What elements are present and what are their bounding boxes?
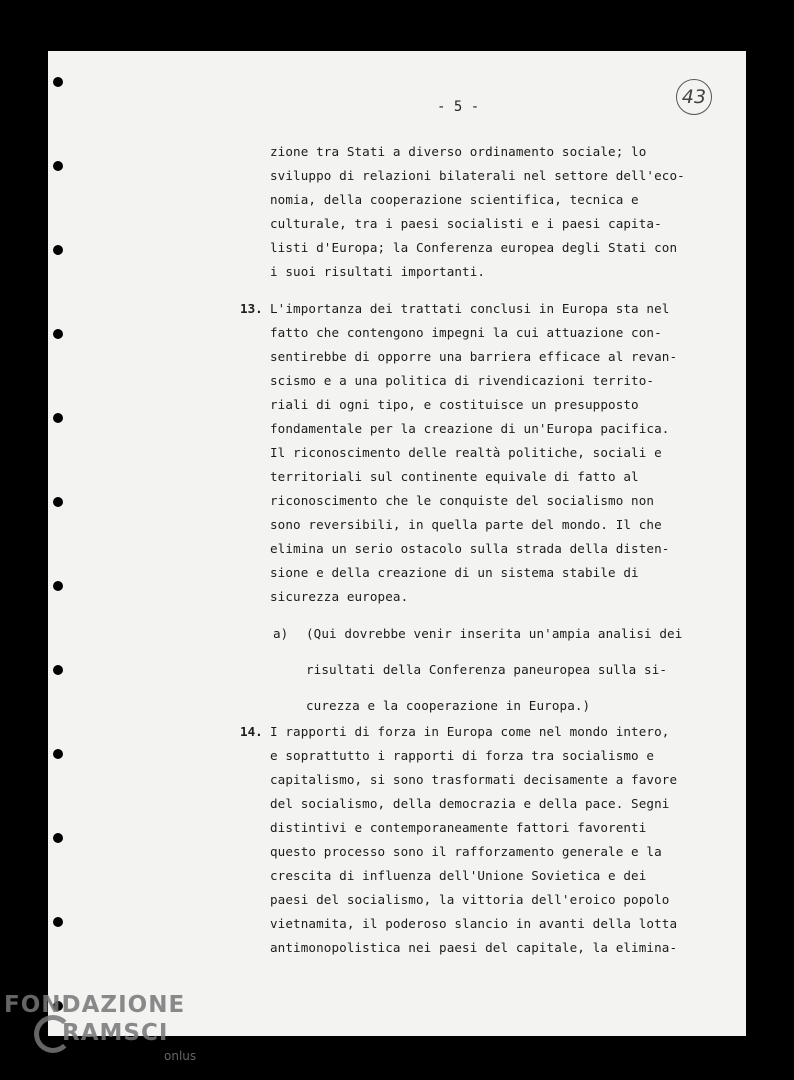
note-line: (Qui dovrebbe venir inserita un'ampia analisi dei <box>306 626 683 641</box>
text-line: fatto che contengono impegni la cui attuazione con- <box>270 325 662 340</box>
text-line: crescita di influenza dell'Unione Sovietica e dei <box>270 868 647 883</box>
binder-hole <box>53 413 63 423</box>
binder-hole <box>53 77 63 87</box>
binder-hole <box>53 665 63 675</box>
page-number: - 5 - <box>437 99 480 115</box>
note-line: curezza e la cooperazione in Europa.) <box>306 698 591 713</box>
text-line: riconoscimento che le conquiste del socialismo non <box>270 493 655 508</box>
text-line: sono reversibili, in quella parte del mondo. Il che <box>270 517 662 532</box>
binder-hole <box>53 581 63 591</box>
text-line: vietnamita, il poderoso slancio in avanti della lotta <box>270 916 678 931</box>
binder-hole <box>53 161 63 171</box>
archive-number: 43 <box>676 79 712 115</box>
text-line: sviluppo di relazioni bilaterali nel settore dell'eco- <box>270 168 685 183</box>
paragraph-number: 14. <box>240 724 263 739</box>
text-line: distintivi e contemporaneamente fattori favorenti <box>270 820 647 835</box>
text-line: fondamentale per la creazione di un'Europa pacifica. <box>270 421 670 436</box>
text-line: scismo e a una politica di rivendicazioni territo- <box>270 373 655 388</box>
text-line: paesi del socialismo, la vittoria dell'eroico popolo <box>270 892 670 907</box>
binder-hole <box>53 497 63 507</box>
text-line: antimonopolistica nei paesi del capitale, la elimina- <box>270 940 678 955</box>
binder-hole <box>53 329 63 339</box>
binder-hole <box>53 833 63 843</box>
watermark-title: FONDAZIONE <box>4 992 186 1018</box>
text-line: culturale, tra i paesi socialisti e i paesi capita- <box>270 216 662 231</box>
text-line: elimina un serio ostacolo sulla strada della disten- <box>270 541 670 556</box>
note-line: risultati della Conferenza paneuropea sulla si- <box>306 662 668 677</box>
watermark-subtitle: RAMSCI <box>62 1020 169 1046</box>
text-line: zione tra Stati a diverso ordinamento sociale; lo <box>270 144 647 159</box>
binder-hole <box>53 749 63 759</box>
text-line: sentirebbe di opporre una barriera efficace al revan- <box>270 349 678 364</box>
text-line: questo processo sono il rafforzamento generale e la <box>270 844 662 859</box>
paragraph-number: 13. <box>240 301 263 316</box>
text-line: listi d'Europa; la Conferenza europea degli Stati con <box>270 240 678 255</box>
text-line: sione e della creazione di un sistema stabile di <box>270 565 639 580</box>
text-line: territoriali sul continente equivale di fatto al <box>270 469 639 484</box>
text-line: nomia, della cooperazione scientifica, tecnica e <box>270 192 639 207</box>
text-line: del socialismo, della democrazia e della pace. Segni <box>270 796 670 811</box>
text-line: I rapporti di forza in Europa come nel mondo intero, <box>270 724 670 739</box>
binder-hole <box>53 917 63 927</box>
text-line: capitalismo, si sono trasformati decisamente a favore <box>270 772 678 787</box>
binder-hole <box>53 245 63 255</box>
text-line: Il riconoscimento delle realtà politiche, sociali e <box>270 445 662 460</box>
text-line: L'importanza dei trattati conclusi in Europa sta nel <box>270 301 670 316</box>
text-line: e soprattutto i rapporti di forza tra socialismo e <box>270 748 655 763</box>
text-line: i suoi risultati importanti. <box>270 264 486 279</box>
note-label: a) <box>273 626 289 641</box>
text-line: sicurezza europea. <box>270 589 409 604</box>
text-line: riali di ogni tipo, e costituisce un presupposto <box>270 397 639 412</box>
watermark-suffix: onlus <box>164 1049 197 1063</box>
